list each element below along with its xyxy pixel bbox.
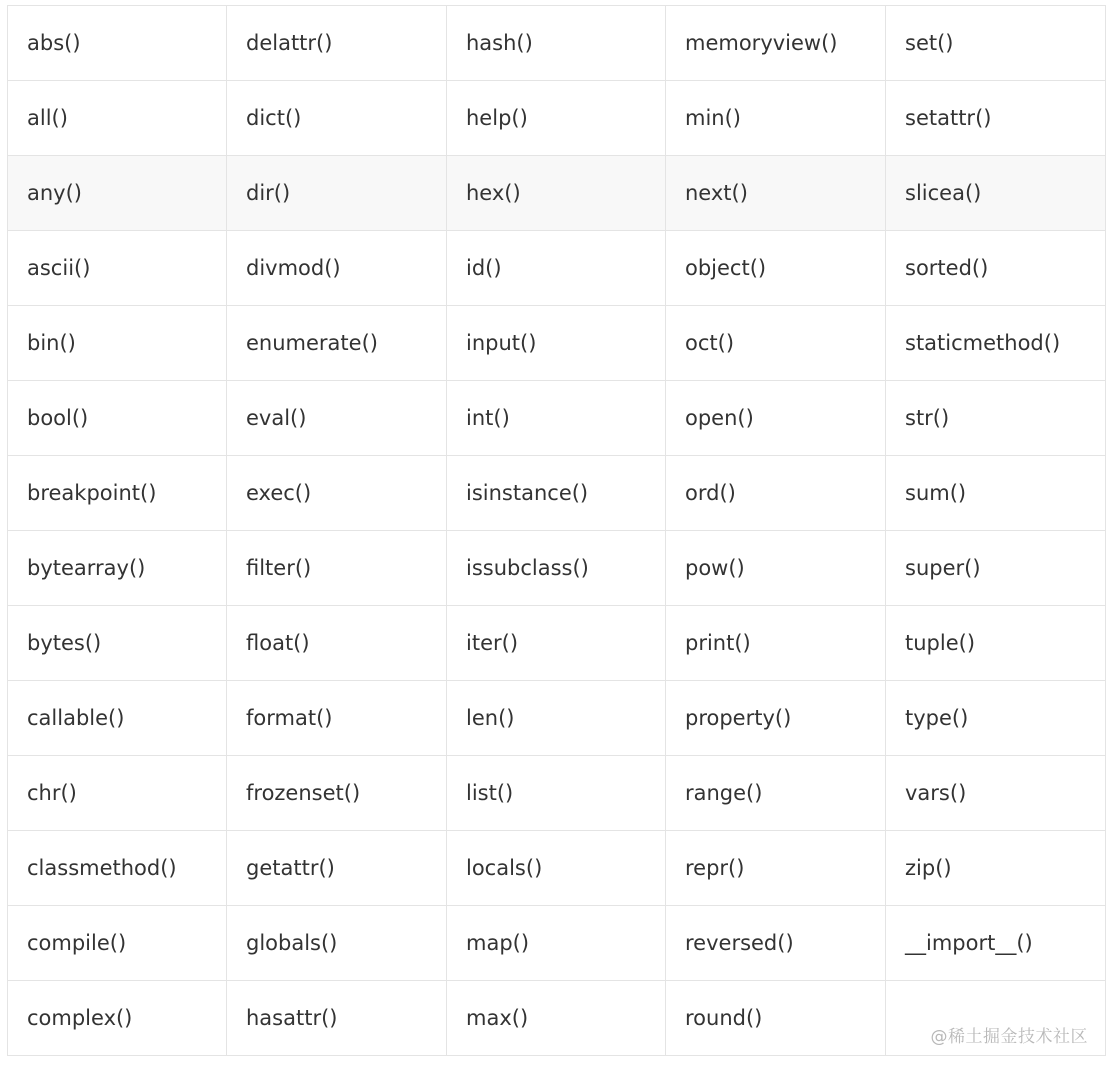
table-cell: repr(): [666, 831, 886, 906]
table-row: [8, 456, 1106, 531]
table-cell: vars(): [886, 756, 1106, 831]
table-cell: input(): [447, 306, 666, 381]
table-cell: __import__(): [886, 906, 1106, 981]
table-cell: object(): [666, 231, 886, 306]
table-cell: bytearray(): [8, 531, 227, 606]
table-cell: max(): [447, 981, 666, 1056]
table-cell: hasattr(): [227, 981, 447, 1056]
table-cell: id(): [447, 231, 666, 306]
table-cell: help(): [447, 81, 666, 156]
table-cell: next(): [666, 156, 886, 231]
table-cell: callable(): [8, 681, 227, 756]
table-cell: zip(): [886, 831, 1106, 906]
table-row: [8, 381, 1106, 456]
table-row: [8, 531, 1106, 606]
table-cell: isinstance(): [447, 456, 666, 531]
table-row: [8, 6, 1106, 81]
table-cell: oct(): [666, 306, 886, 381]
table-cell: breakpoint(): [8, 456, 227, 531]
table-cell: globals(): [227, 906, 447, 981]
table-cell: list(): [447, 756, 666, 831]
table-row: [8, 681, 1106, 756]
table-cell: property(): [666, 681, 886, 756]
table-cell: map(): [447, 906, 666, 981]
table-cell: dir(): [227, 156, 447, 231]
table-cell: sum(): [886, 456, 1106, 531]
table-cell: ascii(): [8, 231, 227, 306]
watermark: @稀土掘金技术社区: [930, 1027, 1088, 1047]
table-cell: chr(): [8, 756, 227, 831]
table-cell: enumerate(): [227, 306, 447, 381]
table-cell: set(): [886, 6, 1106, 81]
table-row: [8, 156, 1106, 231]
table-cell: iter(): [447, 606, 666, 681]
table-cell: complex(): [8, 981, 227, 1056]
table-cell: int(): [447, 381, 666, 456]
table-cell: locals(): [447, 831, 666, 906]
table-cell: slicea(): [886, 156, 1106, 231]
table-cell: delattr(): [227, 6, 447, 81]
table-row: [8, 306, 1106, 381]
table-cell: setattr(): [886, 81, 1106, 156]
table-cell: all(): [8, 81, 227, 156]
table-cell: issubclass(): [447, 531, 666, 606]
table-cell: eval(): [227, 381, 447, 456]
table-cell: range(): [666, 756, 886, 831]
table-cell: str(): [886, 381, 1106, 456]
table-cell: hash(): [447, 6, 666, 81]
table-body: [8, 6, 1106, 1056]
table-cell: open(): [666, 381, 886, 456]
table-cell: filter(): [227, 531, 447, 606]
table-row: [8, 906, 1106, 981]
table-cell: any(): [8, 156, 227, 231]
table-cell: hex(): [447, 156, 666, 231]
table-cell: round(): [666, 981, 886, 1056]
table-cell: getattr(): [227, 831, 447, 906]
table-cell: abs(): [8, 6, 227, 81]
table-cell: frozenset(): [227, 756, 447, 831]
table-row: [8, 831, 1106, 906]
table-cell: dict(): [227, 81, 447, 156]
table-cell: bytes(): [8, 606, 227, 681]
table-cell: format(): [227, 681, 447, 756]
table-cell: divmod(): [227, 231, 447, 306]
table-cell: compile(): [8, 906, 227, 981]
table-cell: staticmethod(): [886, 306, 1106, 381]
table-cell: super(): [886, 531, 1106, 606]
table-cell: type(): [886, 681, 1106, 756]
table-cell: tuple(): [886, 606, 1106, 681]
table-row: [8, 81, 1106, 156]
table-cell: bool(): [8, 381, 227, 456]
table-cell: float(): [227, 606, 447, 681]
table-cell: bin(): [8, 306, 227, 381]
table-cell: reversed(): [666, 906, 886, 981]
table-cell: classmethod(): [8, 831, 227, 906]
table-cell: print(): [666, 606, 886, 681]
table-row: [8, 756, 1106, 831]
table-cell: memoryview(): [666, 6, 886, 81]
builtins-table: [7, 5, 1106, 1056]
table-row: [8, 606, 1106, 681]
table-cell: sorted(): [886, 231, 1106, 306]
table-cell: ord(): [666, 456, 886, 531]
table-cell: min(): [666, 81, 886, 156]
table-row: [8, 231, 1106, 306]
table-cell: exec(): [227, 456, 447, 531]
table-cell: len(): [447, 681, 666, 756]
table-cell: pow(): [666, 531, 886, 606]
